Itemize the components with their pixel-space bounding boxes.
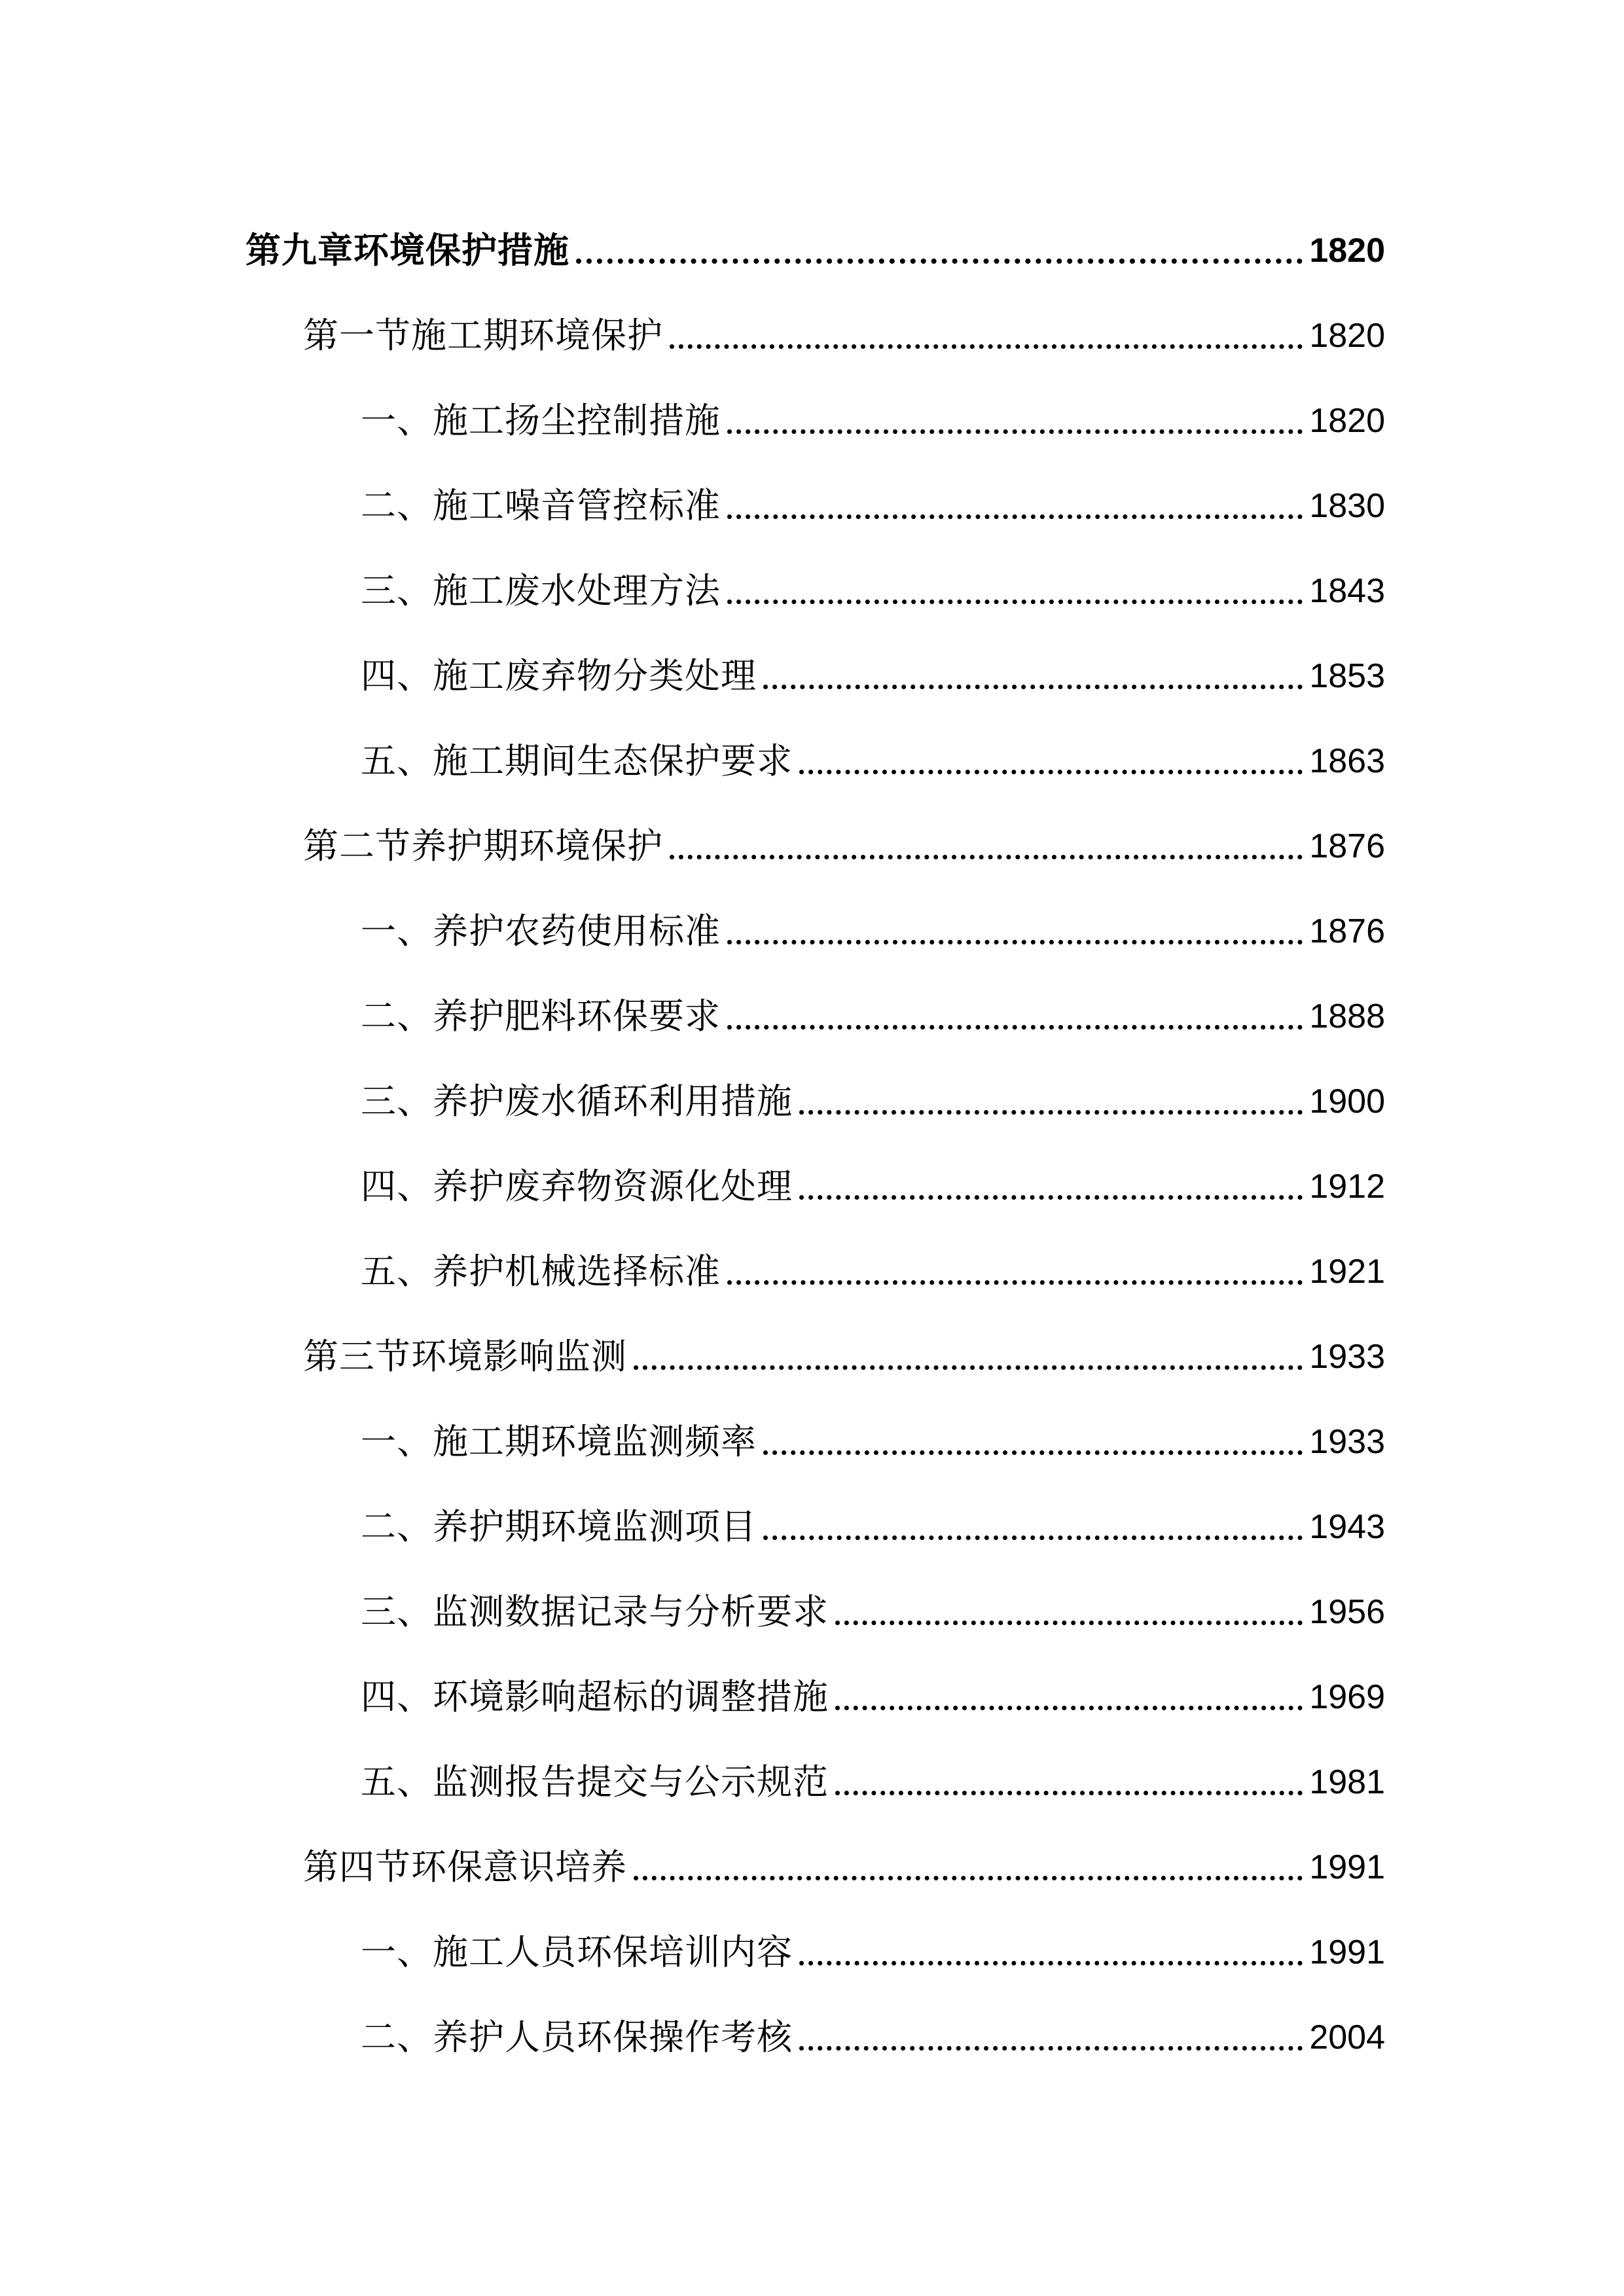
toc-entry-page-number: 1981 — [1309, 1763, 1385, 1801]
toc-entry-page-number: 1933 — [1309, 1423, 1385, 1461]
toc-entry-subsection[interactable] — [0, 1910, 1624, 1995]
toc-entry-title: 三、施工废水处理方法 — [361, 570, 721, 611]
toc-dot-leader — [634, 1365, 1303, 1370]
toc-dot-leader — [727, 940, 1303, 944]
toc-entry-subsection[interactable] — [0, 378, 1624, 463]
toc-entry-page-number: 1876 — [1309, 827, 1385, 865]
toc-entry-title: 四、养护废弃物资源化处理 — [361, 1166, 793, 1207]
toc-entry-subsection[interactable] — [0, 548, 1624, 634]
toc-entry-title: 二、施工噪音管控标准 — [361, 485, 721, 526]
toc-dot-leader — [727, 1025, 1303, 1030]
toc-entry-page-number: 1933 — [1309, 1338, 1385, 1376]
toc-entry-title: 五、养护机械选择标准 — [361, 1251, 721, 1292]
toc-entry-section[interactable] — [0, 1314, 1624, 1399]
toc-dot-leader — [727, 1280, 1303, 1285]
toc-entry-page-number: 1876 — [1309, 912, 1385, 950]
toc-entry-section[interactable] — [0, 804, 1624, 889]
toc-entry-title: 一、施工扬尘控制措施 — [361, 400, 721, 441]
toc-entry-page-number: 1820 — [1309, 317, 1385, 355]
toc-entry-subsection[interactable] — [0, 974, 1624, 1059]
toc-entry-title: 二、养护期环境监测项目 — [361, 1506, 757, 1547]
toc-dot-leader — [835, 1621, 1303, 1625]
toc-entry-title: 第一节施工期环境保护 — [303, 315, 663, 356]
toc-entry-subsection[interactable] — [0, 1655, 1624, 1740]
toc-entry-title: 二、养护人员环保操作考核 — [361, 2017, 793, 2058]
toc-entry-page-number: 1956 — [1309, 1593, 1385, 1631]
toc-dot-leader — [835, 1791, 1303, 1795]
toc-entry-subsection[interactable] — [0, 1059, 1624, 1144]
toc-entry-title: 三、养护废水循环利用措施 — [361, 1081, 793, 1122]
toc-entry-page-number: 1863 — [1309, 742, 1385, 780]
toc-entry-title: 五、监测报告提交与公示规范 — [361, 1761, 829, 1803]
toc-dot-leader — [670, 855, 1303, 859]
toc-entry-title: 三、监测数据记录与分析要求 — [361, 1591, 829, 1632]
toc-dot-leader — [799, 1961, 1303, 1965]
toc-entry-page-number: 2004 — [1309, 2018, 1385, 2056]
toc-entry-page-number: 1900 — [1309, 1083, 1385, 1121]
toc-dot-leader — [634, 1876, 1303, 1880]
toc-entry-subsection[interactable] — [0, 1995, 1624, 2080]
toc-dot-leader — [727, 429, 1303, 434]
toc-entry-page-number: 1921 — [1309, 1253, 1385, 1291]
toc-entry-subsection[interactable] — [0, 1740, 1624, 1825]
toc-entry-page-number: 1969 — [1309, 1678, 1385, 1716]
toc-entry-title: 第四节环保意识培养 — [303, 1846, 627, 1888]
toc-entry-section[interactable] — [0, 1825, 1624, 1910]
toc-entry-page-number: 1912 — [1309, 1168, 1385, 1206]
toc-entry-subsection[interactable] — [0, 1399, 1624, 1484]
toc-entry-subsection[interactable] — [0, 889, 1624, 974]
toc-entry-title: 一、施工人员环保培训内容 — [361, 1931, 793, 1973]
table-of-contents — [0, 208, 1624, 2080]
toc-dot-leader — [763, 685, 1303, 689]
toc-entry-page-number: 1853 — [1309, 657, 1385, 695]
toc-entry-title: 四、环境影响超标的调整措施 — [361, 1676, 829, 1717]
toc-dot-leader — [727, 600, 1303, 604]
toc-dot-leader — [799, 770, 1303, 774]
toc-entry-page-number: 1830 — [1309, 487, 1385, 525]
toc-entry-title: 第三节环境影响监测 — [303, 1336, 627, 1377]
toc-dot-leader — [670, 344, 1303, 349]
toc-entry-subsection[interactable] — [0, 1144, 1624, 1229]
toc-entry-title: 四、施工废弃物分类处理 — [361, 655, 757, 696]
toc-dot-leader — [727, 514, 1303, 519]
toc-dot-leader — [799, 1195, 1303, 1200]
toc-entry-subsection[interactable] — [0, 719, 1624, 804]
toc-entry-title: 二、养护肥料环保要求 — [361, 996, 721, 1037]
toc-entry-page-number: 1991 — [1309, 1933, 1385, 1971]
toc-entry-page-number: 1820 — [1309, 232, 1385, 270]
toc-entry-page-number: 1943 — [1309, 1508, 1385, 1546]
toc-entry-subsection[interactable] — [0, 634, 1624, 719]
toc-entry-subsection[interactable] — [0, 1570, 1624, 1655]
toc-entry-chapter[interactable] — [0, 208, 1624, 293]
toc-entry-title: 一、施工期环境监测频率 — [361, 1421, 757, 1462]
toc-entry-title: 一、养护农药使用标准 — [361, 910, 721, 952]
toc-entry-page-number: 1888 — [1309, 997, 1385, 1035]
toc-entry-page-number: 1843 — [1309, 572, 1385, 610]
toc-dot-leader — [835, 1706, 1303, 1710]
toc-entry-title: 第二节养护期环境保护 — [303, 825, 663, 867]
toc-entry-title: 第九章环境保护措施 — [245, 230, 569, 271]
toc-entry-title: 五、施工期间生态保护要求 — [361, 740, 793, 781]
toc-entry-page-number: 1991 — [1309, 1848, 1385, 1886]
toc-dot-leader — [763, 1535, 1303, 1540]
toc-entry-subsection[interactable] — [0, 1229, 1624, 1314]
toc-dot-leader — [763, 1450, 1303, 1455]
toc-entry-page-number: 1820 — [1309, 402, 1385, 440]
toc-dot-leader — [799, 2046, 1303, 2051]
toc-dot-leader — [799, 1110, 1303, 1115]
toc-entry-section[interactable] — [0, 293, 1624, 378]
toc-entry-subsection[interactable] — [0, 1484, 1624, 1570]
toc-entry-subsection[interactable] — [0, 463, 1624, 548]
toc-dot-leader — [576, 259, 1303, 264]
